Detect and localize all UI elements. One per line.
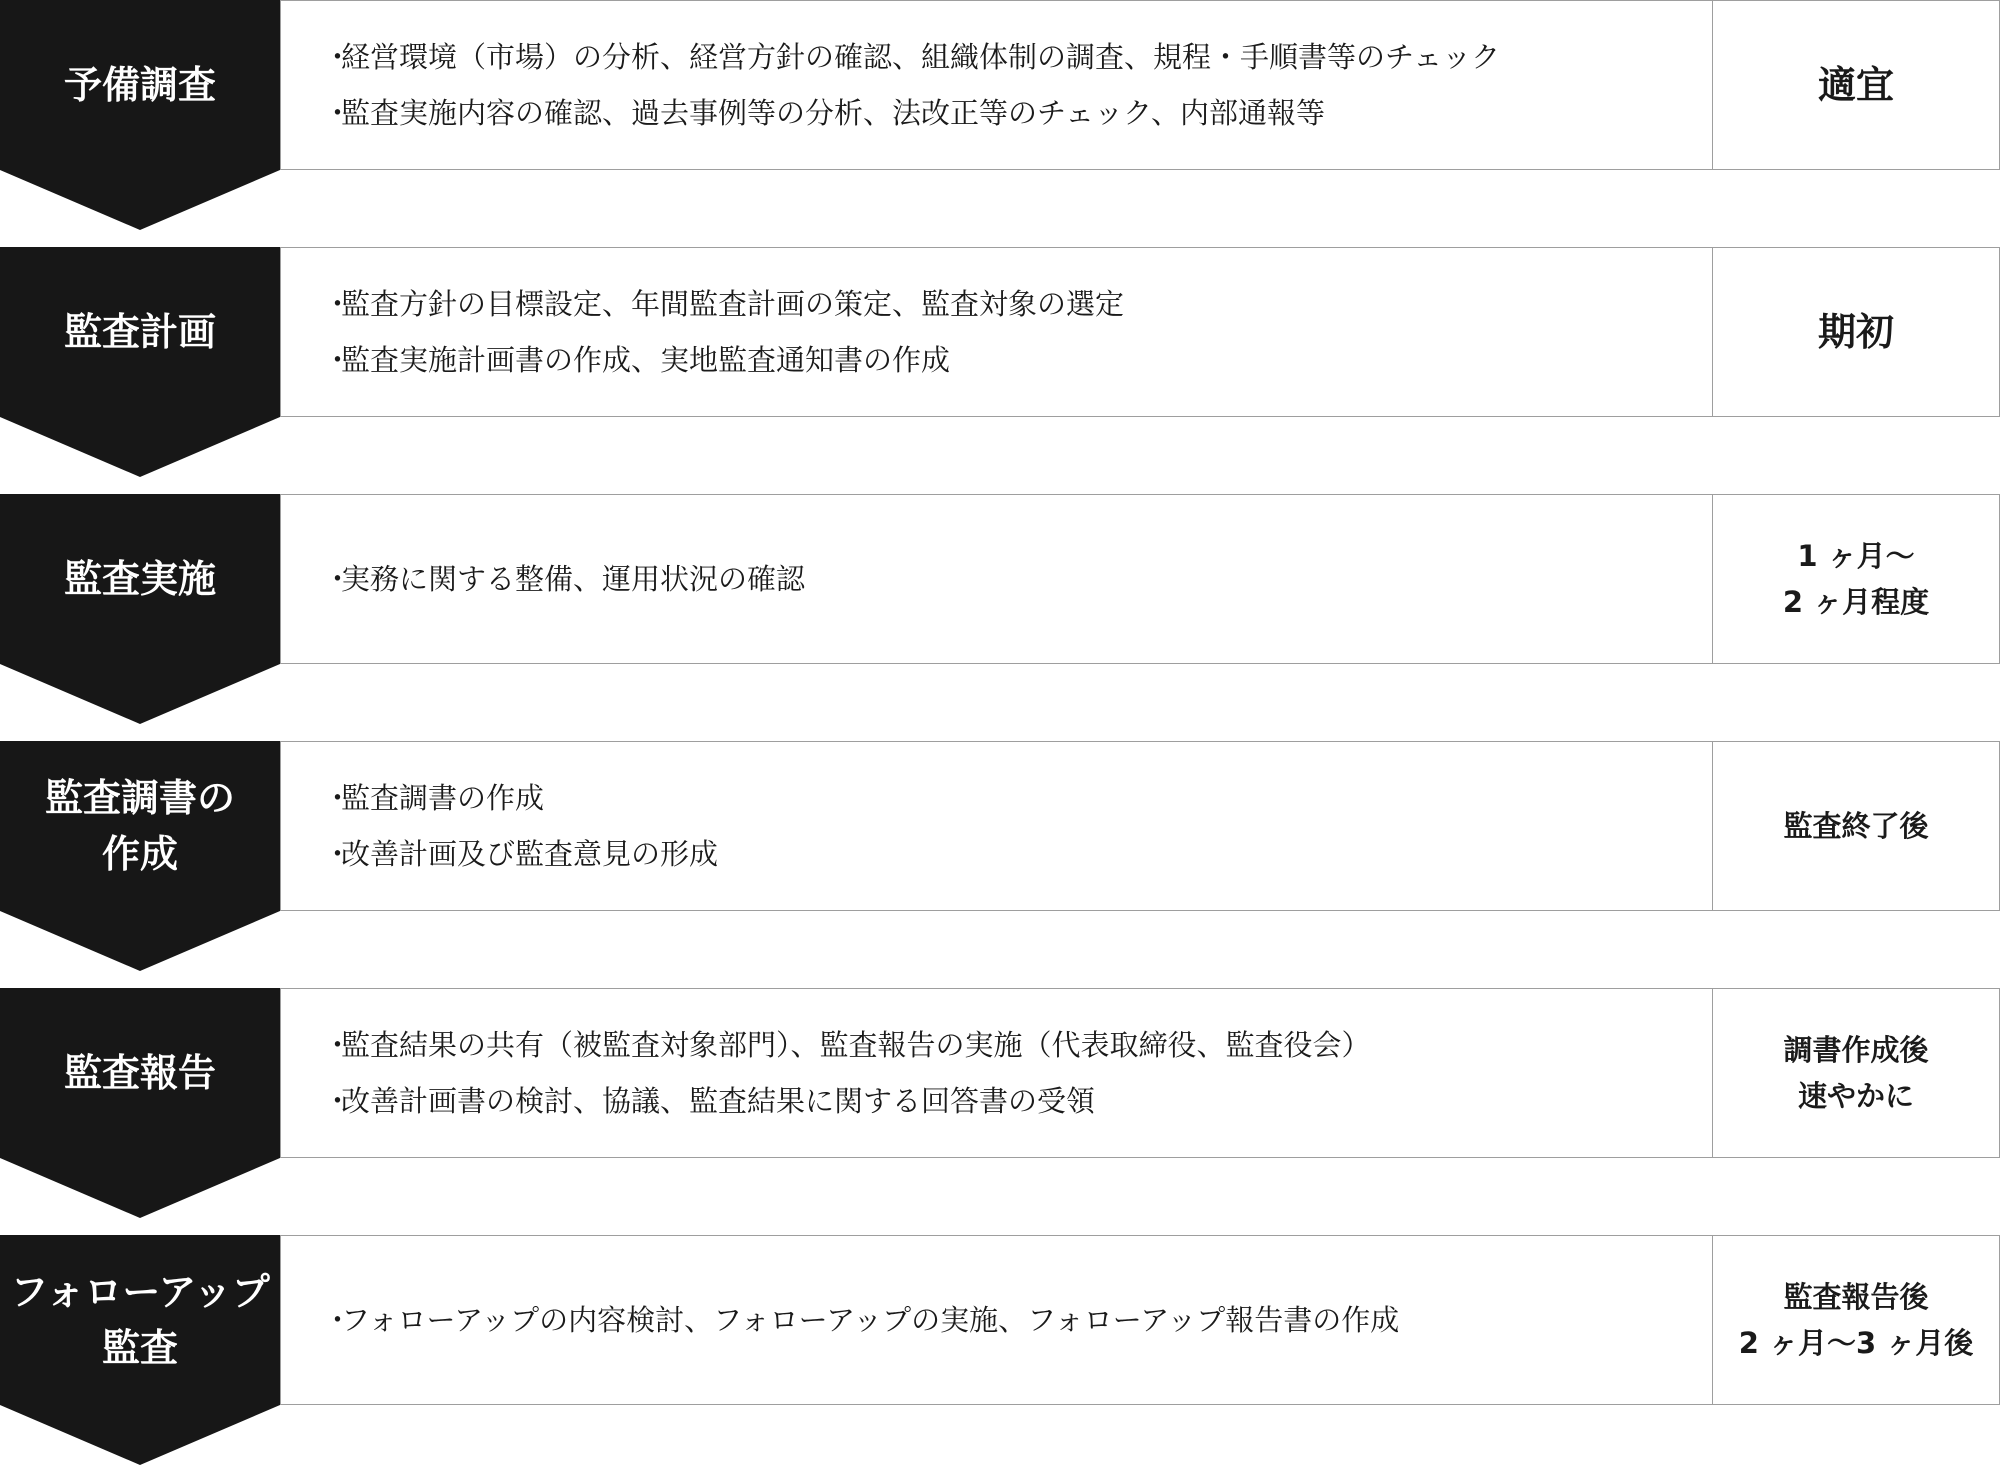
step-description bbox=[280, 247, 1713, 417]
step-title-line: 監査 bbox=[101, 1326, 178, 1370]
bullet-item: ・ 経営環境（市場）の分析、経営方針の確認、組織体制の調査、規程・手順書等のチェック bbox=[281, 29, 1713, 85]
step-description bbox=[280, 741, 1713, 911]
bullet-item: ・ 監査結果の共有（被監査対象部門）、監査報告の実施（代表取締役、監査役会） bbox=[281, 1017, 1713, 1073]
step-title-line: 予備調査 bbox=[63, 63, 216, 107]
step-description bbox=[280, 1235, 1713, 1405]
step-title bbox=[0, 494, 280, 664]
step-timing bbox=[1712, 247, 2000, 417]
step-timing bbox=[1712, 988, 2000, 1158]
step-title bbox=[0, 741, 280, 911]
step-title-line: 監査計画 bbox=[63, 310, 216, 354]
process-step bbox=[0, 741, 2000, 911]
step-description bbox=[280, 0, 1713, 170]
timing-line: 2 ヶ月程度 bbox=[1782, 585, 1930, 619]
step-title bbox=[0, 988, 280, 1158]
step-title-line: 監査調書の bbox=[44, 776, 235, 820]
step-timing bbox=[1712, 0, 2000, 170]
step-title-line: 監査報告 bbox=[63, 1051, 216, 1095]
bullet-item: ・ 実務に関する整備、運用状況の確認 bbox=[281, 551, 1713, 607]
timing-line: 調書作成後 bbox=[1783, 1033, 1929, 1067]
timing-line: 監査終了後 bbox=[1783, 809, 1929, 843]
bullet-item: ・ 改善計画及び監査意見の形成 bbox=[281, 826, 1713, 882]
timing-line: 監査報告後 bbox=[1783, 1280, 1929, 1314]
process-step bbox=[0, 0, 2000, 170]
bullet-item: ・ 監査方針の目標設定、年間監査計画の策定、監査対象の選定 bbox=[281, 276, 1713, 332]
bullet-item: ・ 監査実施計画書の作成、実地監査通知書の作成 bbox=[281, 332, 1713, 388]
timing-line: 期初 bbox=[1817, 310, 1894, 354]
step-description bbox=[280, 988, 1713, 1158]
timing-line: 1 ヶ月～ bbox=[1797, 539, 1915, 573]
bullet-item: ・ 監査調書の作成 bbox=[281, 770, 1713, 826]
step-title bbox=[0, 1235, 280, 1405]
bullet-item: ・ 監査実施内容の確認、過去事例等の分析、法改正等のチェック、内部通報等 bbox=[281, 85, 1713, 141]
step-description bbox=[280, 494, 1713, 664]
step-timing bbox=[1712, 741, 2000, 911]
step-title bbox=[0, 0, 280, 170]
step-title-line: 作成 bbox=[101, 832, 178, 876]
bullet-item: ・ フォローアップの内容検討、フォローアップの実施、フォローアップ報告書の作成 bbox=[281, 1292, 1713, 1348]
step-timing bbox=[1712, 494, 2000, 664]
process-step bbox=[0, 494, 2000, 664]
step-title bbox=[0, 247, 280, 417]
timing-line: 速やかに bbox=[1797, 1079, 1914, 1113]
step-title-line: フォローアップ bbox=[10, 1270, 270, 1314]
process-step bbox=[0, 247, 2000, 417]
process-step bbox=[0, 1235, 2000, 1405]
bullet-item: ・ 改善計画書の検討、協議、監査結果に関する回答書の受領 bbox=[281, 1073, 1713, 1129]
step-title-line: 監査実施 bbox=[63, 557, 216, 601]
timing-line: 適宜 bbox=[1817, 63, 1894, 107]
step-timing bbox=[1712, 1235, 2000, 1405]
process-step bbox=[0, 988, 2000, 1158]
timing-line: 2 ヶ月～3 ヶ月後 bbox=[1738, 1326, 1974, 1360]
